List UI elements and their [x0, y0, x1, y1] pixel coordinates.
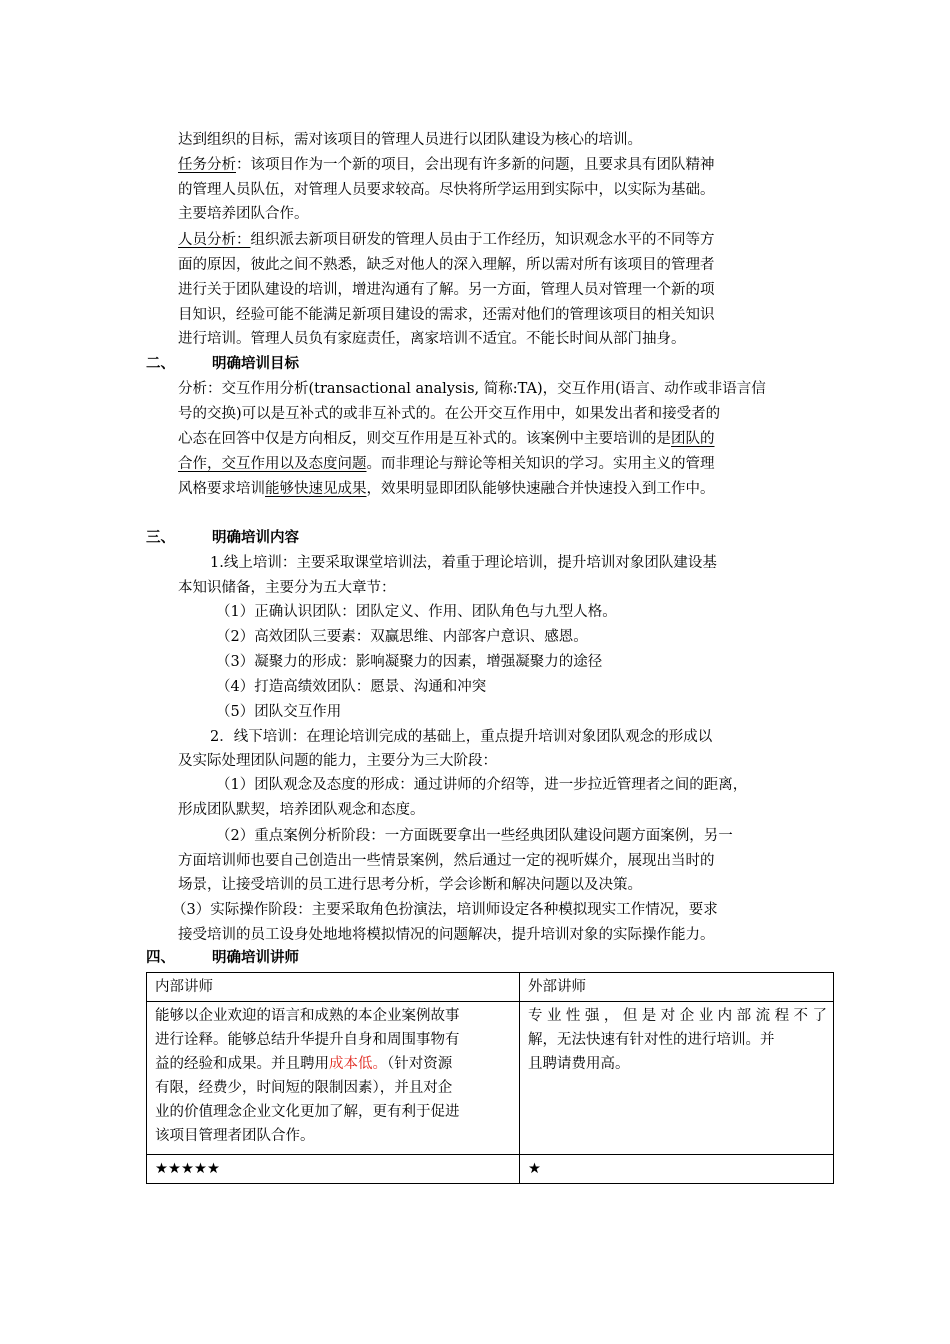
stage-1-line-1: （1）团队观念及态度的形成：通过讲师的介绍等，进一步拉近管理者之间的距离， [216, 777, 748, 793]
staff-analysis-line-2: 面的原因，彼此之间不熟悉，缺乏对他人的深入理解，所以需对所有该项目的管理者 [178, 257, 715, 273]
internal-rating: ★★★★★ [147, 1155, 520, 1184]
header-internal-lecturer: 内部讲师 [147, 973, 520, 1002]
table-header-row [147, 973, 834, 1002]
table-row [147, 1155, 834, 1184]
task-analysis-line-1: 任务分析：该项目作为一个新的项目，会出现有许多新的问题，且要求具有团队精神 [178, 157, 715, 173]
lecturer-comparison-table [146, 972, 834, 1184]
section-4-title: 明确培训讲师 [212, 949, 299, 966]
staff-analysis-label: 人员分析： [178, 232, 251, 248]
section-2-line-4: 合作，交互作用以及态度问题。而非理论与辩论等相关知识的学习。实用主义的管理 [178, 456, 715, 472]
stage-3-line-2: 接受培训的员工设身处地地将模拟情况的问题解决，提升培训对象的实际操作能力。 [178, 927, 715, 943]
section-3-title: 明确培训内容 [212, 529, 299, 546]
section-3-heading: 三、 明确培训内容 [146, 529, 299, 546]
internal-lecturer-cell: 能够以企业欢迎的语言和成熟的本企业案例故事 进行诠释。能够总结升华提升自身和周围事物有 益的经验和成果。并且聘用成本低。（针对资源 有限，经费少，时间短的限制因素），并且对企 业的价值理念企业文化更加了解，更有利于促进 该项目管理者团队合作。 [147, 1002, 520, 1155]
task-analysis-label: 任务分析 [178, 157, 236, 173]
section-2-line-5: 风格要求培训能够快速见成果，效果明显即团队能够快速融合并快速投入到工作中。 [178, 481, 715, 497]
chapter-item: （3）凝聚力的形成：影响凝聚力的因素，增强凝聚力的途径 [216, 654, 603, 670]
chapter-item: （4）打造高绩效团队：愿景、沟通和冲突 [216, 679, 487, 695]
online-training-line-1: 1.线上培训：主要采取课堂培训法，着重于理论培训，提升培训对象团队建设基 [210, 555, 717, 571]
staff-analysis-line-5: 进行培训。管理人员负有家庭责任，离家培训不适宜。不能长时间从部门抽身。 [178, 331, 686, 347]
offline-training-line-1: 2．线下培训：在理论培训完成的基础上，重点提升培训对象团队观念的形成以 [210, 729, 713, 745]
external-lecturer-cell: 专业性强，但是对企业内部流程不了 解，无法快速有针对性的进行培训。并 且聘请费用高。 [520, 1002, 834, 1155]
stage-2-line-2: 方面培训师也要自己创造出一些情景案例，然后通过一定的视听媒介，展现出当时的 [178, 853, 715, 869]
offline-training-line-2: 及实际处理团队问题的能力，主要分为三大阶段： [178, 753, 497, 769]
stage-2-line-3: 场景，让接受培训的员工进行思考分析，学会诊断和解决问题以及决策。 [178, 877, 642, 893]
section-2-heading: 二、 明确培训目标 [146, 355, 299, 372]
low-cost-highlight: 成本低。 [329, 1056, 387, 1072]
section-2-title: 明确培训目标 [212, 355, 299, 372]
section-2-line-1: 分析：交互作用分析(transactional analysis, 简称:TA)，交互作用(语言、动作或非语言信 [178, 381, 766, 397]
chapter-item: （5）团队交互作用 [216, 704, 342, 720]
task-analysis-line-2: 的管理人员队伍，对管理人员要求较高。尽快将所学运用到实际中，以实际为基础。 [178, 182, 715, 198]
stage-1-line-2: 形成团队默契，培养团队观念和态度。 [178, 802, 425, 818]
table-row [147, 1002, 834, 1155]
staff-analysis-line-3: 进行关于团队建设的培训，增进沟通有了解。另一方面，管理人员对管理一个新的项 [178, 282, 715, 298]
chapter-item: （1）正确认识团队：团队定义、作用、团队角色与九型人格。 [216, 604, 617, 620]
intro-line: 达到组织的目标，需对该项目的管理人员进行以团队建设为核心的培训。 [178, 132, 642, 148]
stage-3-line-1: （3）实际操作阶段：主要采取角色扮演法，培训师设定各种模拟现实工作情况，要求 [172, 902, 718, 918]
stage-2-line-1: （2）重点案例分析阶段：一方面既要拿出一些经典团队建设问题方面案例，另一 [216, 828, 733, 844]
task-analysis-line-3: 主要培养团队合作。 [178, 206, 309, 222]
external-rating: ★ [520, 1155, 834, 1184]
online-training-line-2: 本知识储备，主要分为五大章节： [178, 580, 396, 596]
header-external-lecturer: 外部讲师 [520, 973, 834, 1002]
section-4-heading: 四、 明确培训讲师 [146, 949, 299, 966]
section-2-line-3: 心态在回答中仅是方向相反，则交互作用是互补式的。该案例中主要培训的是团队的 [178, 431, 715, 447]
section-2-line-2: 号的交换)可以是互补式的或非互补式的。在公开交互作用中，如果发出者和接受者的 [178, 406, 721, 422]
staff-analysis-line-4: 目知识，经验可能不能满足新项目建设的需求，还需对他们的管理该项目的相关知识 [178, 307, 715, 323]
staff-analysis-line-1: 人员分析：组织派去新项目研发的管理人员由于工作经历，知识观念水平的不同等方 [178, 232, 715, 248]
chapter-item: （2）高效团队三要素：双赢思维、内部客户意识、感恩。 [216, 629, 588, 645]
